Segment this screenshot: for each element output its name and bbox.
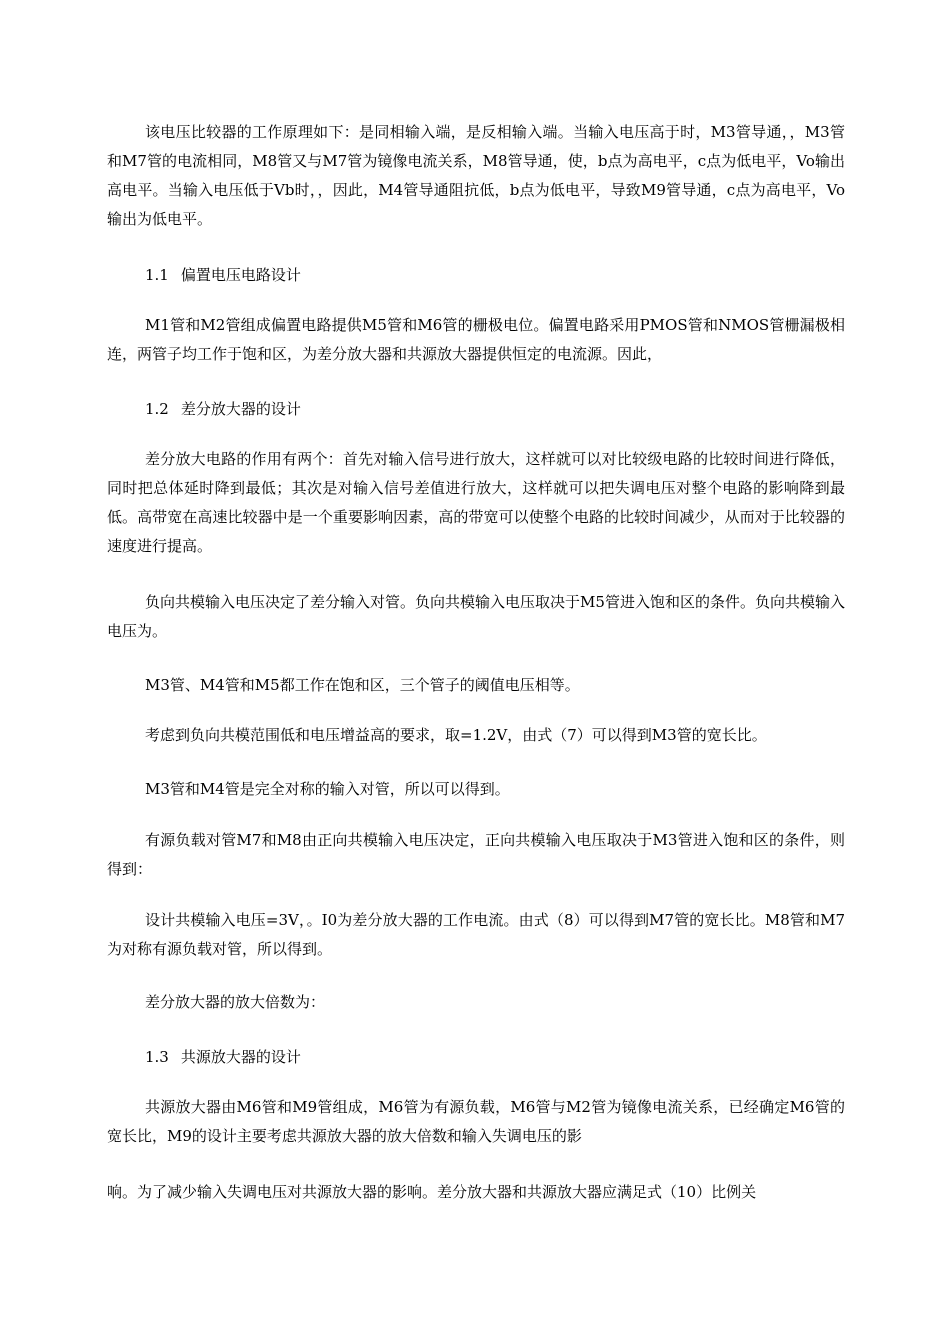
paragraph-saturation: M3管、M4管和M5都工作在饱和区，三个管子的阈值电压相等。: [145, 676, 580, 694]
section-heading-1-3: [145, 1045, 301, 1069]
paragraph-common-source-amp: 共源放大器由M6管和M9管组成，M6管为有源负载，M6管与M2管为镜像电流关系，已经确定M6管的宽长比，M9的设计主要考虑共源放大器的放大倍数和输入失调电压的影: [107, 1098, 845, 1145]
section-heading-1-1: [145, 263, 301, 287]
section-number: 1.1: [145, 266, 169, 284]
section-heading-1-2: [145, 397, 301, 421]
paragraph-common-mode-design: 设计共模输入电压=3V，。I0为差分放大器的工作电流。由式（8）可以得到M7管的宽长比。M8管和M7为对称有源负载对管，所以得到。: [107, 911, 845, 958]
section-title: 差分放大器的设计: [180, 400, 301, 418]
paragraph-m3-ratio: 考虑到负向共模范围低和电压增益高的要求，取=1.2V，由式（7）可以得到M3管的宽长比。: [145, 726, 767, 744]
paragraph-working-principle: 该电压比较器的工作原理如下：是同相输入端，是反相输入端。当输入电压高于时，M3管导通，，M3管和M7管的电流相同，M8管又与M7管为镜像电流关系，M8管导通，使，b点为高电平，c点为低电平，Vo输出高电平。当输入电压低于Vb时，，因此，M4管导通阻抗低，b点为低电平，导致M9管导通，c点为高电平，Vo输出为低电平。: [107, 123, 845, 228]
section-title: 共源放大器的设计: [180, 1048, 301, 1066]
section-number: 1.2: [145, 400, 169, 418]
paragraph-bias-circuit: M1管和M2管组成偏置电路提供M5管和M6管的栅极电位。偏置电路采用PMOS管和NMOS管栅漏极相连，两管子均工作于饱和区，为差分放大器和共源放大器提供恒定的电流源。因此，: [107, 316, 845, 363]
section-number: 1.3: [145, 1048, 169, 1066]
section-title: 偏置电压电路设计: [180, 266, 301, 284]
paragraph-negative-common-mode: 负向共模输入电压决定了差分输入对管。负向共模输入电压取决于M5管进入饱和区的条件。负向共模输入电压为。: [107, 593, 845, 640]
paragraph-gain: 差分放大器的放大倍数为：: [145, 993, 326, 1011]
paragraph-offset-voltage: 响。为了减少输入失调电压对共源放大器的影响。差分放大器和共源放大器应满足式（10）比例关: [107, 1183, 757, 1201]
paragraph-symmetric-pair: M3管和M4管是完全对称的输入对管，所以可以得到。: [145, 780, 510, 798]
paragraph-diff-amp-purpose: 差分放大电路的作用有两个：首先对输入信号进行放大，这样就可以对比较级电路的比较时间进行降低，同时把总体延时降到最低；其次是对输入信号差值进行放大，这样就可以把失调电压对整个电路的影响降到最低。高带宽在高速比较器中是一个重要影响因素，高的带宽可以使整个电路的比较时间减少，从而对于比较器的速度进行提高。: [107, 450, 845, 555]
paragraph-active-load: 有源负载对管M7和M8由正向共模输入电压决定，正向共模输入电压取决于M3管进入饱和区的条件，则得到：: [107, 831, 845, 878]
